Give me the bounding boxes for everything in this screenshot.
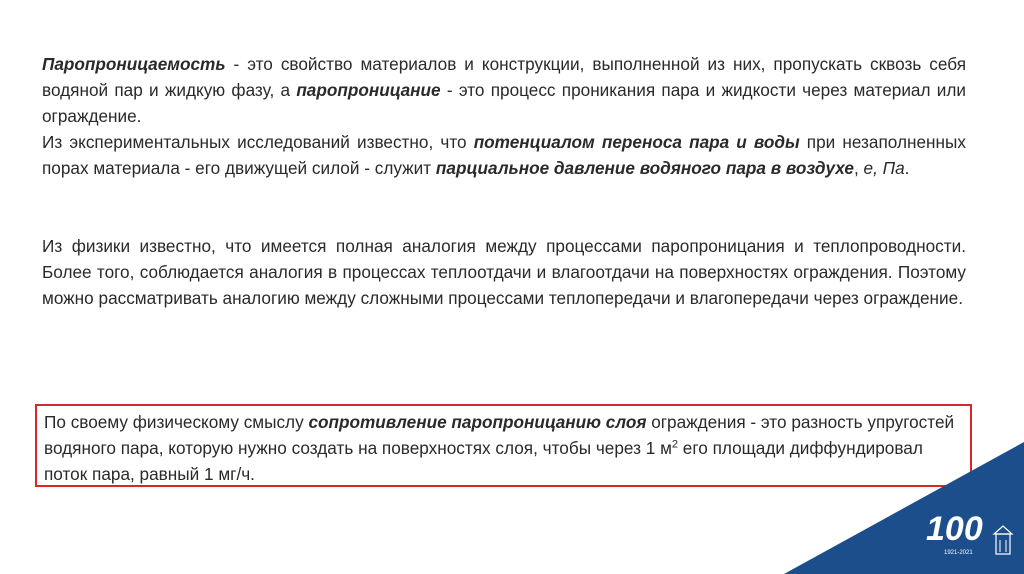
- p1-text-2: - это процесс проникания пара и жидкости через материал или ограждение.: [42, 80, 966, 126]
- term-transfer-potential: потенциалом переноса пара и воды: [473, 132, 800, 152]
- anniversary-years: 1921-2021: [944, 550, 973, 556]
- corner-decoration: [764, 414, 1024, 574]
- p2-text-4: .: [904, 158, 910, 178]
- anniversary-number: 100: [926, 510, 983, 548]
- paragraph-potential: [42, 129, 966, 181]
- term-vapor-resistance: сопротивление паропроницанию слоя: [308, 412, 647, 432]
- paragraph-analogy: Из физики известно, что имеется полная аналогия между процессами паропроницания и теплопроводности. Более того, соблюдается аналогия в процессах теплоотдачи и влагоотдачи на поверхностях ограждения. Поэтому можно рассматривать аналогию между сложными процессами теплопередачи и влагопередачи через ограждение.: [42, 236, 966, 308]
- corner-blue-shape: [784, 442, 1024, 574]
- box-text-1: По своему физическому смыслу: [44, 412, 309, 432]
- square-superscript: 2: [671, 438, 679, 451]
- p2-text-3: ,: [853, 158, 864, 178]
- p2-text-2: при незаполненных порах материала - его движущей силой - служит: [42, 132, 966, 178]
- p2-text-1: Из экспериментальных исследований известно, что: [42, 132, 474, 152]
- term-vapor-permeability: Паропроницаемость: [42, 54, 226, 74]
- box-text-3: его площади диффундировал поток пара, равный 1 мг/ч.: [44, 438, 923, 484]
- term-partial-pressure: парциальное давление водяного пара в воздухе: [435, 158, 854, 178]
- box-text-2: ограждения - это разность упругостей водяного пара, которую нужно создать на поверхностях слоя, чтобы через 1 м: [44, 412, 955, 458]
- paragraph-definition: [42, 51, 966, 129]
- p1-text-1: - это свойство материалов и конструкции, выполненной из них, пропускать сквозь себя водяной пар и жидкую фазу, а: [42, 54, 966, 100]
- pressure-symbol: е, Па: [863, 158, 905, 178]
- term-vapor-penetration: паропроницание: [296, 80, 441, 100]
